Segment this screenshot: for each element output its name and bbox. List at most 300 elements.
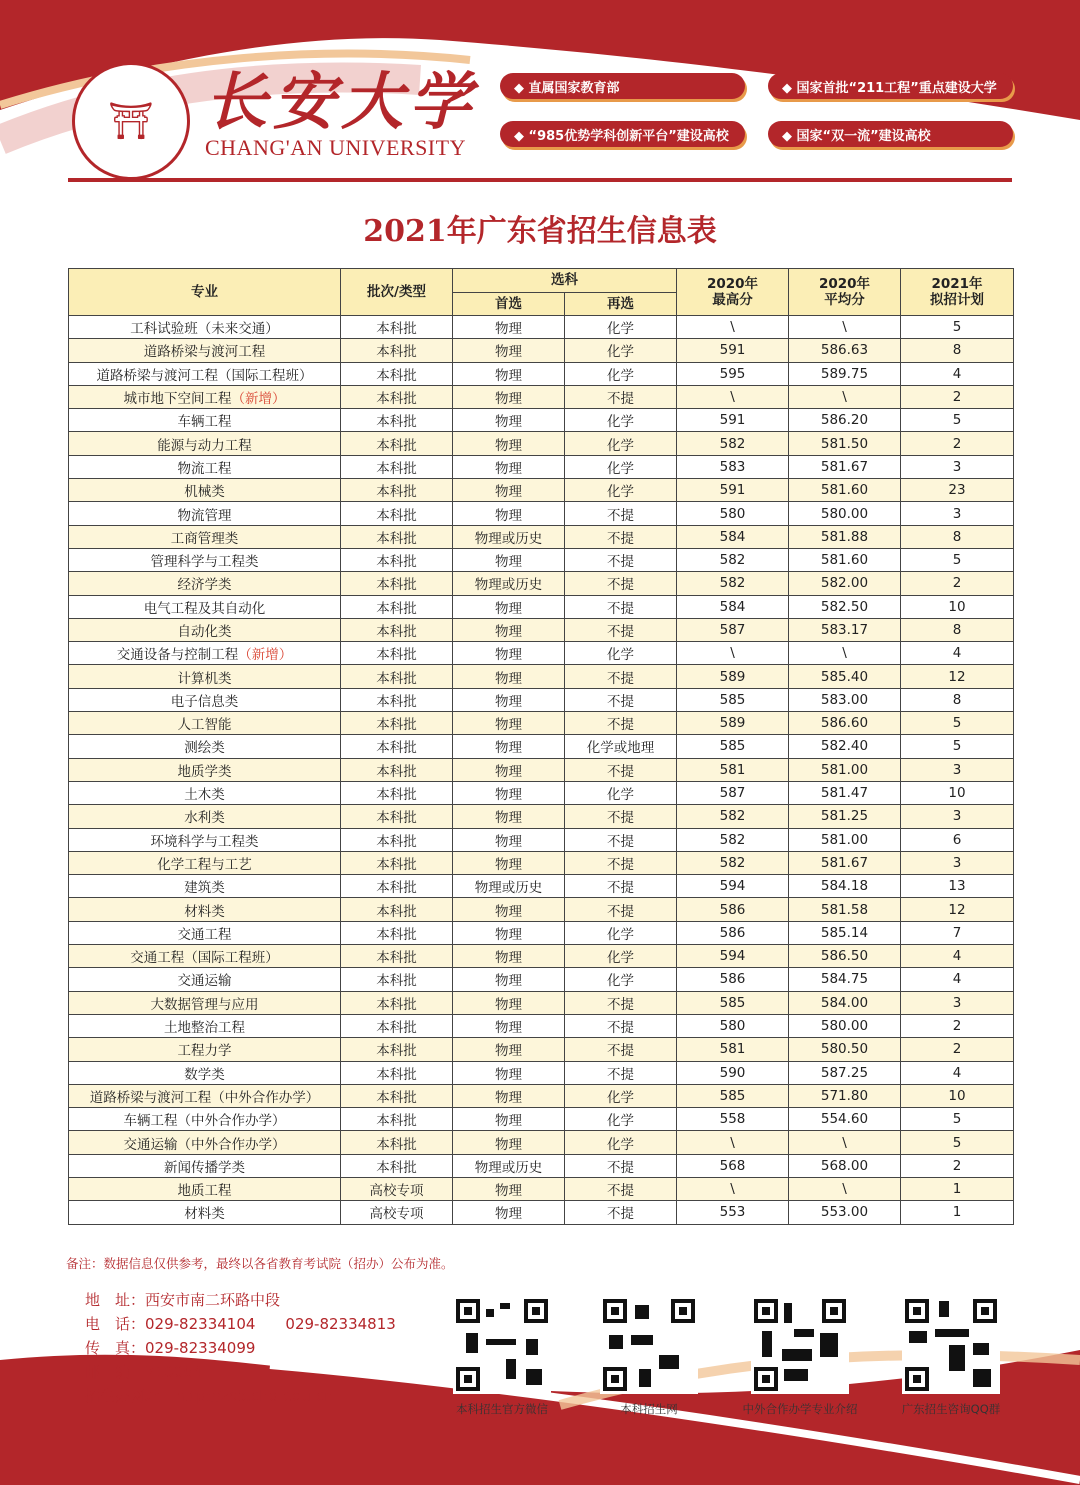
cell-first-subject: 物理: [453, 1201, 565, 1224]
cell-first-subject: 物理: [453, 502, 565, 525]
cell-plan-2021: 5: [901, 409, 1014, 432]
header-line: 平均分: [824, 292, 865, 308]
cell-max-score-2020: 594: [677, 875, 789, 898]
cell-batch: 本科批: [341, 781, 453, 804]
cell-major: [69, 781, 341, 804]
cell-second-subject: 不提: [565, 1061, 677, 1084]
new-tag: （新增）: [238, 647, 293, 664]
major-name: 人工智能: [177, 717, 232, 734]
cell-first-subject: 物理: [453, 1108, 565, 1131]
qr-code-wechat[interactable]: [453, 1296, 551, 1394]
col-header-second: 再选: [565, 292, 677, 316]
cell-second-subject: 不提: [565, 665, 677, 688]
cell-first-subject: 物理: [453, 735, 565, 758]
cell-major: [69, 828, 341, 851]
cell-batch: 本科批: [341, 991, 453, 1014]
cell-second-subject: 不提: [565, 1014, 677, 1037]
contact-value: 029-82334099: [145, 1339, 256, 1357]
cell-avg-score-2020: 582.50: [789, 595, 901, 618]
cell-plan-2021: 3: [901, 851, 1014, 874]
cell-first-subject: 物理: [453, 851, 565, 874]
contact-label: 地 址：: [85, 1291, 146, 1309]
cell-second-subject: 化学: [565, 1108, 677, 1131]
cell-first-subject: 物理: [453, 758, 565, 781]
cell-second-subject: 化学: [565, 968, 677, 991]
cell-plan-2021: 3: [901, 455, 1014, 478]
table-row: [69, 1014, 1014, 1037]
major-name: 建筑类: [184, 880, 225, 897]
cell-plan-2021: 5: [901, 735, 1014, 758]
cell-batch: 本科批: [341, 1131, 453, 1154]
cell-first-subject: 物理: [453, 1061, 565, 1084]
cell-max-score-2020: 585: [677, 1084, 789, 1107]
cell-batch: 本科批: [341, 688, 453, 711]
contact-line: [85, 1360, 396, 1384]
cell-plan-2021: 8: [901, 525, 1014, 548]
qr-code-sino-foreign[interactable]: [751, 1296, 849, 1394]
cell-first-subject: 物理: [453, 1177, 565, 1200]
table-row: [69, 898, 1014, 921]
cell-major: [69, 1154, 341, 1177]
cell-second-subject: 不提: [565, 525, 677, 548]
cell-first-subject: 物理: [453, 828, 565, 851]
cell-major: [69, 921, 341, 944]
cell-batch: 本科批: [341, 572, 453, 595]
cell-plan-2021: 12: [901, 665, 1014, 688]
cell-avg-score-2020: 580.00: [789, 1014, 901, 1037]
cell-second-subject: 不提: [565, 1038, 677, 1061]
table-row: [69, 781, 1014, 804]
cell-max-score-2020: 587: [677, 618, 789, 641]
contact-info: [85, 1288, 396, 1408]
table-row: [69, 828, 1014, 851]
cell-batch: 本科批: [341, 898, 453, 921]
cell-major: [69, 316, 341, 339]
major-name: 交通工程（国际工程班）: [130, 950, 279, 967]
major-name: 土木类: [184, 787, 225, 804]
cell-major: [69, 409, 341, 432]
major-name: 车辆工程（中外合作办学）: [123, 1113, 286, 1130]
contact-label: 电 话：: [85, 1315, 146, 1333]
table-row: [69, 362, 1014, 385]
cell-first-subject: 物理: [453, 1038, 565, 1061]
cell-second-subject: 化学: [565, 362, 677, 385]
cell-max-score-2020: \: [677, 1177, 789, 1200]
cell-plan-2021: 4: [901, 1061, 1014, 1084]
cell-major: [69, 968, 341, 991]
cell-batch: 本科批: [341, 642, 453, 665]
cell-plan-2021: 4: [901, 945, 1014, 968]
table-row: [69, 665, 1014, 688]
cell-plan-2021: 2: [901, 1038, 1014, 1061]
cell-second-subject: 不提: [565, 595, 677, 618]
cell-major: [69, 1014, 341, 1037]
badge: ◆ 国家“双一流”建设高校: [768, 121, 1013, 147]
cell-major: [69, 712, 341, 735]
table-row: [69, 921, 1014, 944]
table-row: [69, 1061, 1014, 1084]
cell-plan-2021: 1: [901, 1201, 1014, 1224]
cell-max-score-2020: 585: [677, 735, 789, 758]
cell-max-score-2020: 584: [677, 525, 789, 548]
cell-avg-score-2020: 585.14: [789, 921, 901, 944]
contact-line: [85, 1384, 396, 1408]
cell-first-subject: 物理: [453, 642, 565, 665]
cell-avg-score-2020: 581.00: [789, 758, 901, 781]
cell-plan-2021: 5: [901, 316, 1014, 339]
cell-plan-2021: 3: [901, 991, 1014, 1014]
qr-icon: [456, 1299, 548, 1391]
cell-first-subject: 物理: [453, 945, 565, 968]
university-seal-logo: ⛩: [72, 62, 190, 180]
cell-plan-2021: 3: [901, 758, 1014, 781]
table-row: [69, 1154, 1014, 1177]
cell-plan-2021: 5: [901, 712, 1014, 735]
table-row: [69, 316, 1014, 339]
cell-major: [69, 432, 341, 455]
cell-avg-score-2020: 581.60: [789, 479, 901, 502]
cell-avg-score-2020: \: [789, 1177, 901, 1200]
cell-second-subject: 不提: [565, 1177, 677, 1200]
cell-batch: 本科批: [341, 409, 453, 432]
cell-avg-score-2020: 583.00: [789, 688, 901, 711]
cell-max-score-2020: 580: [677, 502, 789, 525]
cell-max-score-2020: 582: [677, 548, 789, 571]
cell-batch: 本科批: [341, 362, 453, 385]
cell-batch: 本科批: [341, 851, 453, 874]
cell-batch: 本科批: [341, 595, 453, 618]
major-name: 经济学类: [177, 577, 232, 594]
table-row: [69, 595, 1014, 618]
cell-major: [69, 1177, 341, 1200]
major-name: 测绘类: [184, 740, 225, 757]
cell-first-subject: 物理: [453, 479, 565, 502]
table-row: [69, 851, 1014, 874]
major-name: 地质工程: [177, 1183, 232, 1200]
cell-major: [69, 362, 341, 385]
cell-second-subject: 不提: [565, 828, 677, 851]
contact-line: [85, 1336, 396, 1360]
cell-max-score-2020: 583: [677, 455, 789, 478]
cell-major: [69, 735, 341, 758]
cell-batch: 本科批: [341, 921, 453, 944]
cell-second-subject: 不提: [565, 548, 677, 571]
cell-plan-2021: 8: [901, 339, 1014, 362]
cell-first-subject: 物理: [453, 409, 565, 432]
cell-second-subject: 不提: [565, 385, 677, 408]
table-row: [69, 642, 1014, 665]
cell-avg-score-2020: 581.58: [789, 898, 901, 921]
cell-plan-2021: 10: [901, 781, 1014, 804]
cell-max-score-2020: 586: [677, 968, 789, 991]
cell-plan-2021: 2: [901, 1154, 1014, 1177]
cell-max-score-2020: 585: [677, 991, 789, 1014]
cell-plan-2021: 8: [901, 618, 1014, 641]
cell-batch: 本科批: [341, 735, 453, 758]
cell-batch: 本科批: [341, 1061, 453, 1084]
cell-max-score-2020: 587: [677, 781, 789, 804]
cell-second-subject: 化学: [565, 316, 677, 339]
contact-label: 招生办网址：: [85, 1387, 176, 1405]
cell-second-subject: 化学: [565, 781, 677, 804]
cell-second-subject: 化学: [565, 339, 677, 362]
cell-avg-score-2020: 581.00: [789, 828, 901, 851]
cell-first-subject: 物理: [453, 968, 565, 991]
cell-avg-score-2020: 586.60: [789, 712, 901, 735]
major-name: 电气工程及其自动化: [143, 600, 266, 617]
cell-second-subject: 不提: [565, 618, 677, 641]
cell-batch: 本科批: [341, 712, 453, 735]
table-row: [69, 618, 1014, 641]
cell-second-subject: 不提: [565, 851, 677, 874]
table-row: [69, 479, 1014, 502]
cell-second-subject: 化学: [565, 1084, 677, 1107]
cell-max-score-2020: 582: [677, 851, 789, 874]
cell-batch: 本科批: [341, 339, 453, 362]
cell-second-subject: 不提: [565, 572, 677, 595]
cell-max-score-2020: 594: [677, 945, 789, 968]
cell-max-score-2020: 581: [677, 1038, 789, 1061]
table-row: [69, 805, 1014, 828]
cell-batch: 本科批: [341, 618, 453, 641]
cell-max-score-2020: 582: [677, 805, 789, 828]
qr-icon: [754, 1299, 846, 1391]
university-name-cn: 长安大学: [205, 65, 478, 138]
cell-first-subject: 物理: [453, 665, 565, 688]
badge: ◆ 直属国家教育部: [500, 73, 745, 99]
cell-batch: 本科批: [341, 525, 453, 548]
cell-avg-score-2020: 553.00: [789, 1201, 901, 1224]
cell-major: [69, 502, 341, 525]
contact-label: 传 真：: [85, 1339, 146, 1357]
cell-major: [69, 595, 341, 618]
cell-major: [69, 479, 341, 502]
cell-batch: 本科批: [341, 875, 453, 898]
cell-major: [69, 758, 341, 781]
cell-batch: 本科批: [341, 665, 453, 688]
cell-avg-score-2020: 580.50: [789, 1038, 901, 1061]
cell-first-subject: 物理: [453, 712, 565, 735]
cell-first-subject: 物理: [453, 548, 565, 571]
cell-batch: 本科批: [341, 548, 453, 571]
major-name: 道路桥梁与渡河工程（国际工程班）: [96, 367, 313, 384]
cell-batch: 本科批: [341, 1084, 453, 1107]
cell-second-subject: 不提: [565, 502, 677, 525]
qr-caption: 本科招生网: [620, 1402, 678, 1416]
cell-first-subject: 物理: [453, 1014, 565, 1037]
major-name: 自动化类: [177, 624, 232, 640]
major-name: 交通运输（中外合作办学）: [123, 1136, 286, 1153]
cell-first-subject: 物理或历史: [453, 875, 565, 898]
cell-max-score-2020: 590: [677, 1061, 789, 1084]
cell-avg-score-2020: 568.00: [789, 1154, 901, 1177]
major-name: 城市地下空间工程: [123, 391, 232, 408]
cell-plan-2021: 8: [901, 688, 1014, 711]
cell-plan-2021: 2: [901, 1014, 1014, 1037]
cell-avg-score-2020: 582.00: [789, 572, 901, 595]
cell-first-subject: 物理: [453, 339, 565, 362]
cell-avg-score-2020: 589.75: [789, 362, 901, 385]
cell-major: [69, 548, 341, 571]
table-row: [69, 1201, 1014, 1224]
cell-avg-score-2020: \: [789, 642, 901, 665]
cell-plan-2021: 2: [901, 385, 1014, 408]
cell-second-subject: 不提: [565, 991, 677, 1014]
cell-first-subject: 物理: [453, 1084, 565, 1107]
cell-major: [69, 618, 341, 641]
cell-avg-score-2020: \: [789, 385, 901, 408]
qr-caption: 中外合作办学专业介绍: [742, 1402, 858, 1416]
contact-value: 710064: [145, 1363, 203, 1381]
major-name: 新闻传播学类: [164, 1159, 245, 1176]
cell-avg-score-2020: 584.75: [789, 968, 901, 991]
cell-max-score-2020: 568: [677, 1154, 789, 1177]
cell-major: [69, 525, 341, 548]
cell-first-subject: 物理: [453, 362, 565, 385]
cell-major: [69, 1131, 341, 1154]
cell-major: [69, 945, 341, 968]
cell-second-subject: 不提: [565, 688, 677, 711]
cell-first-subject: 物理或历史: [453, 572, 565, 595]
contact-value[interactable]: http://zsb.chd.edu.cn: [175, 1387, 334, 1405]
cell-max-score-2020: 580: [677, 1014, 789, 1037]
cell-max-score-2020: 589: [677, 712, 789, 735]
major-name: 计算机类: [177, 670, 232, 687]
cell-avg-score-2020: 581.60: [789, 548, 901, 571]
cell-batch: 本科批: [341, 479, 453, 502]
major-name: 水利类: [184, 810, 225, 827]
col-header-first: 首选: [453, 292, 565, 316]
cell-first-subject: 物理: [453, 991, 565, 1014]
footnote: 备注：数据信息仅供参考，最终以各省教育考试院（招办）公布为准。: [66, 1256, 454, 1271]
cell-max-score-2020: 584: [677, 595, 789, 618]
cell-avg-score-2020: 581.67: [789, 455, 901, 478]
qr-caption: 本科招生官方微信: [456, 1402, 548, 1416]
cell-first-subject: 物理: [453, 898, 565, 921]
table-row: [69, 502, 1014, 525]
cell-second-subject: 化学: [565, 409, 677, 432]
cell-avg-score-2020: 587.25: [789, 1061, 901, 1084]
major-name: 机械类: [184, 484, 225, 501]
cell-avg-score-2020: 581.47: [789, 781, 901, 804]
badge: ◆ 国家首批“211工程”重点建设大学: [768, 73, 1013, 99]
table-row: [69, 712, 1014, 735]
table-row: [69, 572, 1014, 595]
major-name: 化学工程与工艺: [157, 856, 252, 873]
cell-plan-2021: 13: [901, 875, 1014, 898]
qr-code-website[interactable]: [600, 1296, 698, 1394]
cell-batch: 本科批: [341, 1014, 453, 1037]
cell-major: [69, 991, 341, 1014]
cell-batch: 高校专项: [341, 1177, 453, 1200]
cell-max-score-2020: 553: [677, 1201, 789, 1224]
table-row: [69, 991, 1014, 1014]
cell-major: [69, 875, 341, 898]
major-name: 材料类: [184, 903, 225, 920]
cell-first-subject: 物理: [453, 805, 565, 828]
major-name: 工商管理类: [170, 530, 239, 547]
cell-max-score-2020: 582: [677, 432, 789, 455]
new-tag: （新增）: [231, 391, 286, 408]
cell-major: [69, 1108, 341, 1131]
cell-first-subject: 物理: [453, 455, 565, 478]
major-name: 地质学类: [177, 763, 232, 780]
cell-major: [69, 642, 341, 665]
badge: ◆ “985优势学科创新平台”建设高校: [500, 121, 745, 147]
cell-avg-score-2020: 580.00: [789, 502, 901, 525]
contact-line: [85, 1288, 396, 1312]
cell-plan-2021: 23: [901, 479, 1014, 502]
major-name: 交通设备与控制工程: [116, 647, 239, 664]
cell-second-subject: 化学: [565, 432, 677, 455]
qr-icon: [905, 1299, 997, 1391]
cell-plan-2021: 10: [901, 595, 1014, 618]
cell-major: [69, 385, 341, 408]
cell-first-subject: 物理: [453, 432, 565, 455]
cell-first-subject: 物理: [453, 595, 565, 618]
table-row: [69, 1108, 1014, 1131]
cell-avg-score-2020: 554.60: [789, 1108, 901, 1131]
cell-second-subject: 不提: [565, 805, 677, 828]
header-line: 最高分: [712, 292, 753, 308]
table-row: [69, 1084, 1014, 1107]
major-name: 物流管理: [177, 507, 232, 524]
cell-batch: 本科批: [341, 805, 453, 828]
cell-avg-score-2020: 584.18: [789, 875, 901, 898]
cell-avg-score-2020: 586.50: [789, 945, 901, 968]
divider: [68, 178, 1012, 182]
cell-second-subject: 化学或地理: [565, 735, 677, 758]
cell-max-score-2020: \: [677, 385, 789, 408]
cell-first-subject: 物理: [453, 385, 565, 408]
qr-code-qq-group[interactable]: [902, 1296, 1000, 1394]
cell-plan-2021: 3: [901, 502, 1014, 525]
admission-table: [68, 268, 1014, 1225]
contact-value: 029-82334104 029-82334813: [145, 1315, 396, 1333]
cell-max-score-2020: 586: [677, 921, 789, 944]
cell-second-subject: 化学: [565, 479, 677, 502]
cell-batch: 高校专项: [341, 1201, 453, 1224]
cell-batch: 本科批: [341, 968, 453, 991]
cell-second-subject: 化学: [565, 642, 677, 665]
table-row: [69, 385, 1014, 408]
table-row: [69, 735, 1014, 758]
contact-value: 西安市南二环路中段: [145, 1291, 281, 1309]
table-row: [69, 1131, 1014, 1154]
cell-second-subject: 不提: [565, 758, 677, 781]
cell-second-subject: 化学: [565, 1131, 677, 1154]
cell-avg-score-2020: 571.80: [789, 1084, 901, 1107]
cell-plan-2021: 5: [901, 1108, 1014, 1131]
cell-plan-2021: 5: [901, 1131, 1014, 1154]
header-line: 2020年: [818, 276, 871, 292]
cell-avg-score-2020: 583.17: [789, 618, 901, 641]
cell-second-subject: 不提: [565, 1154, 677, 1177]
major-name: 物流工程: [177, 460, 232, 477]
cell-major: [69, 1038, 341, 1061]
cell-max-score-2020: \: [677, 316, 789, 339]
cell-major: [69, 898, 341, 921]
cell-avg-score-2020: 585.40: [789, 665, 901, 688]
cell-max-score-2020: \: [677, 1131, 789, 1154]
cell-first-subject: 物理: [453, 1131, 565, 1154]
cell-plan-2021: 5: [901, 548, 1014, 571]
cell-batch: 本科批: [341, 1038, 453, 1061]
cell-max-score-2020: 585: [677, 688, 789, 711]
cell-max-score-2020: 595: [677, 362, 789, 385]
cell-second-subject: 不提: [565, 898, 677, 921]
cell-max-score-2020: 582: [677, 572, 789, 595]
